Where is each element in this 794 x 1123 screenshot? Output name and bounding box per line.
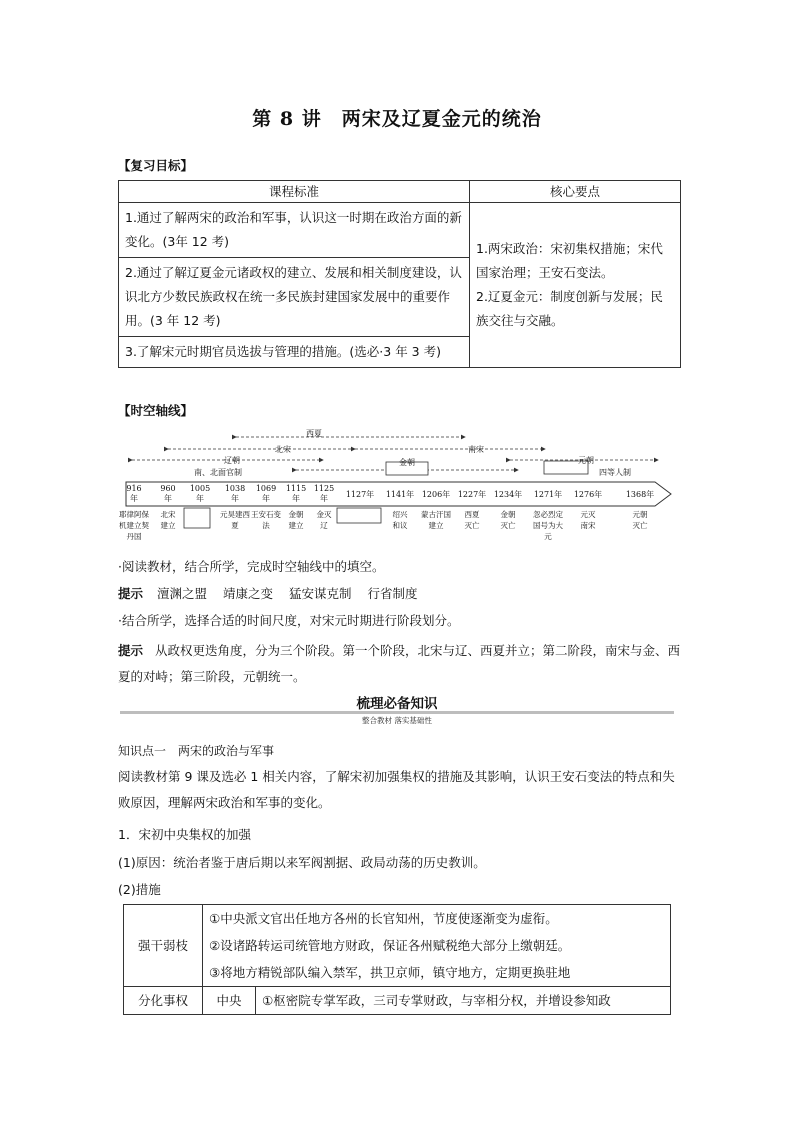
goals-header-core: 核心要点 xyxy=(470,181,681,203)
timeline-event: 建立 xyxy=(428,521,444,530)
timeline-year: 1005 xyxy=(189,484,211,493)
timeline-year: 1038 xyxy=(224,484,246,493)
timeline-year: 1127年 xyxy=(345,490,375,499)
core-point-1: 1.两宋政治：宋初集权措施；宋代国家治理；王安石变法。 xyxy=(476,241,663,280)
review-goals-label: 【复习目标】 xyxy=(118,158,194,173)
timeline-event: 绍兴 xyxy=(392,510,408,519)
timeline-year: 1206年 xyxy=(421,490,451,499)
answer-2-label: 提示 xyxy=(118,643,144,658)
timeline-event: 丹国 xyxy=(126,532,142,541)
timeline-event: 耶律阿保 xyxy=(119,510,149,519)
label-northern-song: 北宋 xyxy=(275,445,291,454)
timeline-year-suffix: 年 xyxy=(262,494,270,503)
blank-1127-box xyxy=(337,508,381,523)
timeline-event: 金朝 xyxy=(288,510,304,519)
timeline-year: 1368年 xyxy=(625,490,655,499)
timeline-year: 1271年 xyxy=(533,490,563,499)
timeline-year: 960 xyxy=(160,484,176,493)
label-southern-song: 南宋 xyxy=(468,445,484,454)
timeline-event: 灭亡 xyxy=(500,521,516,530)
measures-table xyxy=(123,904,671,1015)
label-jin: 金朝 xyxy=(399,458,415,467)
section-1-heading: 1．宋初中央集权的加强 xyxy=(118,827,251,842)
answer-1-item: 靖康之变 xyxy=(223,586,274,601)
timeline-year-suffix: 年 xyxy=(196,494,204,503)
banner-subtitle-wrap xyxy=(120,708,674,727)
timeline-event: 金灭 xyxy=(316,510,332,519)
timeline-event: 南宋 xyxy=(580,521,596,530)
goals-header-standard: 课程标准 xyxy=(119,181,470,203)
section-banner xyxy=(120,690,674,726)
timeline-event: 西夏 xyxy=(464,510,480,519)
measure-item: ①中央派文官出任地方各州的长官知州，节度使逐渐变为虚衔。 xyxy=(209,911,558,926)
blank-1005-box xyxy=(184,508,210,528)
timeline-year: 1069 xyxy=(255,484,277,493)
label-yuan: 元朝 xyxy=(578,456,594,465)
label-xixia: 西夏 xyxy=(306,429,322,438)
goals-table xyxy=(118,180,681,368)
label-four-classes: 四等人制 xyxy=(599,468,631,477)
timeline-year: 1276年 xyxy=(573,490,603,499)
timeline-event: 机建立契 xyxy=(119,521,149,530)
timeline-event: 忽必烈定 xyxy=(533,510,563,519)
timeline-year: 1234年 xyxy=(493,490,523,499)
measure-category-2: 分化事权 xyxy=(124,987,203,1015)
timeline-event: 元昊建西 xyxy=(220,510,250,519)
timeline-year: 916 xyxy=(126,484,142,493)
question-2: ·结合所学，选择合适的时间尺度，对宋元时期进行阶段划分。 xyxy=(118,613,460,628)
timeline-year: 1115 xyxy=(285,484,307,493)
standard-2: 2.通过了解辽夏金元诸政权的建立、发展和相关制度建设，认识北方少数民族政权在统一多民族封建国家发展中的重要作用。(3 年 12 考) xyxy=(119,258,470,337)
timeline-event: 元灭 xyxy=(580,510,596,519)
knowledge-point-1-title: 知识点一 两宋的政治与军事 xyxy=(118,744,275,758)
timeline-year: 1141年 xyxy=(385,490,415,499)
timeline-year-suffix: 年 xyxy=(320,494,328,503)
timeline-event: 夏 xyxy=(231,521,239,530)
timeline-event: 辽 xyxy=(320,521,328,530)
timeline-event: 建立 xyxy=(288,521,304,530)
answer-1-item: 猛安谋克制 xyxy=(289,586,352,601)
timeline-event: 北宋 xyxy=(160,510,176,519)
timeline-year-suffix: 年 xyxy=(164,494,172,503)
timeline-year: 1125 xyxy=(313,484,335,493)
timeline-event: 金朝 xyxy=(500,510,516,519)
answer-2-text: 从政权更迭角度，分为三个阶段。第一个阶段，北宋与辽、西夏并立；第二阶段，南宋与金、西夏的对峙；第三阶段，元朝统一。 xyxy=(118,643,681,684)
timeline-event: 王安石变 xyxy=(251,510,281,519)
core-points-cell xyxy=(470,203,681,368)
measure-item: ③将地方精锐部队编入禁军，拱卫京师，镇守地方，定期更换驻地 xyxy=(209,965,571,980)
measure-items-1 xyxy=(203,905,671,987)
measure-item: ②设诸路转运司统管地方财政，保证各州赋税绝大部分上缴朝廷。 xyxy=(209,938,571,953)
timeline-year-suffix: 年 xyxy=(231,494,239,503)
measure-item-2: ①枢密院专掌军政，三司专掌财政，与宰相分权，并增设参知政 xyxy=(256,987,671,1015)
answer-1-label: 提示 xyxy=(118,586,144,601)
timeline-year-suffix: 年 xyxy=(130,494,138,503)
section-1-measures-label: (2)措施 xyxy=(118,882,161,897)
answer-1-item: 澶渊之盟 xyxy=(157,586,208,601)
timeline-event: 元 xyxy=(544,532,552,541)
timeline-event: 国号为大 xyxy=(533,521,563,530)
timeline-diagram xyxy=(118,425,678,555)
core-point-2: 2.辽夏金元：制度创新与发展；民族交往与交融。 xyxy=(476,289,663,328)
timeline-year-suffix: 年 xyxy=(292,494,300,503)
banner-subtitle: 整合教材 落实基础性 xyxy=(354,716,440,725)
measure-subcategory: 中央 xyxy=(203,987,256,1015)
measure-category-1: 强干弱枝 xyxy=(124,905,203,987)
standard-1: 1.通过了解两宋的政治和军事，认识这一时期在政治方面的新变化。(3年 12 考) xyxy=(119,203,470,258)
timeline-event: 法 xyxy=(262,521,270,530)
label-liao: 辽朝 xyxy=(224,456,240,465)
section-1-reason: (1)原因：统治者鉴于唐后期以来军阀割据、政局动荡的历史教训。 xyxy=(118,855,486,870)
standard-3: 3.了解宋元时期官员选拔与管理的措施。(选必·3 年 3 考) xyxy=(119,337,470,368)
knowledge-point-1-intro: 阅读教材第 9 课及选必 1 相关内容，了解宋初加强集权的措施及其影响，认识王安石变法的特点和失败原因，理解两宋政治和军事的变化。 xyxy=(118,769,675,810)
answer-2 xyxy=(118,638,680,690)
page-title: 第 8 讲 两宋及辽夏金元的统治 xyxy=(252,108,542,130)
timeline-event: 元朝 xyxy=(632,510,648,519)
timeline-event: 灭亡 xyxy=(632,521,648,530)
answer-1-item: 行省制度 xyxy=(367,586,418,601)
timeline-label: 【时空轴线】 xyxy=(118,403,194,418)
question-1: ·阅读教材，结合所学，完成时空轴线中的填空。 xyxy=(118,559,385,574)
timeline-event: 和议 xyxy=(392,521,408,530)
timeline-event: 建立 xyxy=(160,521,176,530)
timeline-year: 1227年 xyxy=(457,490,487,499)
banner-title: 梳理必备知识 xyxy=(356,696,438,712)
timeline-event: 蒙古汗国 xyxy=(421,510,451,519)
label-liao-officials: 南、北面官制 xyxy=(194,468,242,477)
answer-1 xyxy=(118,583,418,605)
timeline-event: 灭亡 xyxy=(464,521,480,530)
